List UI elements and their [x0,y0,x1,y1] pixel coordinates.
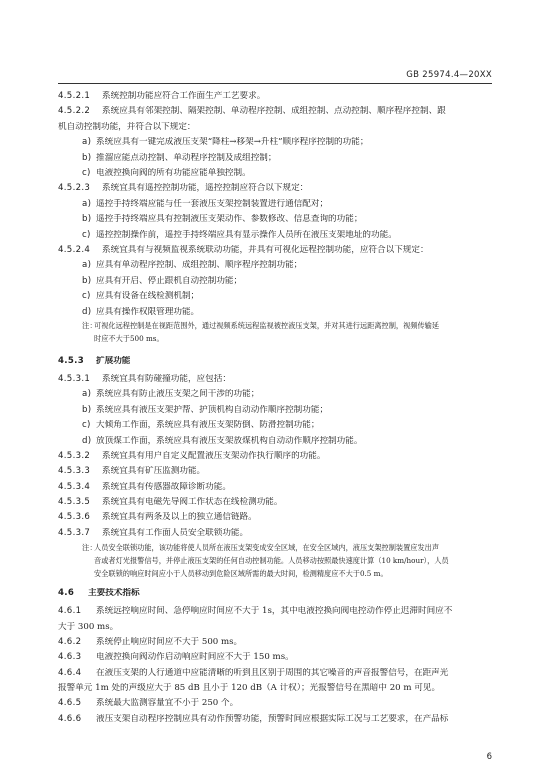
clause-number: 4.5.3.7 [58,528,91,538]
clause-text: 系统宜具有传感器故障诊断功能。 [102,482,231,492]
clause-text: 应具有单动程序控制、成组控制、顺序程序控制功能； [96,260,303,270]
clause-number: 4.6.3 [58,652,82,662]
clause-text: 放顶煤工作面，系统应具有液压支架放煤机构自动动作顺序控制功能。 [96,436,363,446]
clause-text: 液压支架自动程序控制应具有动作预警功能，预警时间应根据实际工况与工艺要求，在产品标 [96,714,449,724]
text-line [82,168,498,179]
clause-number: b) [82,276,92,286]
clause-number: 4.5.2.4 [58,245,91,255]
clause-text: 系统宜具有遥控控制功能，遥控控制应符合以下规定： [102,183,309,193]
clause-text: 电液控换向阀动作启动响应时间应不大于 150 ms。 [96,652,294,662]
clause-number: 4.5.3.4 [58,482,91,492]
clause-text: 系统应具有防止液压支架之间干涉的功能； [96,389,260,399]
text-line [82,214,498,225]
standard-number: GB 25974.4—20XX [406,70,492,80]
clause-number: 4.5.2.1 [58,91,91,101]
clause-number: 4.5.3.1 [58,374,91,384]
clause-number: b) [82,405,92,415]
clause-number: 4.6.6 [58,714,82,724]
page-number: 6 [486,752,492,762]
clause-text: 系统宜具有电磁先导阀工作状态在线检测功能。 [102,497,283,507]
text-line [58,106,498,117]
text-line [58,668,498,679]
clause-text: 可视化远程控制是在视距范围外，通过视频系统远程监视被控液压支架，并对其进行远距离控制，视频传输延 [94,321,440,330]
clause-text: 大于 300 ms。 [58,622,119,632]
clause-number: b) [82,153,92,163]
clause-text: 电液控换向阀的所有功能应能单独控制。 [96,168,251,178]
text-line [82,291,498,302]
clause-text: 大倾角工作面，系统应具有液压支架防倒、防滑控制功能； [96,420,320,430]
clause-text: 系统宜具有用户自定义配置液压支架动作执行顺序的功能。 [102,451,326,461]
clause-number: 4.5.2.2 [58,106,91,116]
text-line [58,466,498,477]
clause-number: 4.6.5 [58,698,82,708]
clause-number: 4.5.3.3 [58,466,91,476]
clause-text: 系统应具有一键完成液压支架“降柱→移架→升柱”顺序程序控制的功能； [96,137,369,147]
clause-text: 机自动控制功能，并符合以下规定： [58,122,196,132]
text-line [58,588,498,599]
clause-number: a) [82,137,92,147]
text-line [82,389,498,400]
clause-number: c) [82,168,91,178]
clause-text: 时应不大于500 ms。 [94,334,164,343]
text-line [58,606,498,617]
clause-text: 系统远控响应时间、急停响应时间应不大于 1s，其中电液控换向阀电控动作停止迟滞时间应不 [96,606,453,616]
text-line [58,183,498,194]
text-line [58,122,498,133]
text-line [58,451,498,462]
text-line [94,334,498,344]
clause-text: 系统宜具有防碰撞功能，应包括： [102,374,231,384]
clause-number: d) [82,307,92,317]
clause-text: 系统宜具有矿压监测功能。 [102,466,206,476]
text-line [58,637,498,648]
text-line [58,714,498,725]
clause-number: 4.6 [58,588,75,598]
clause-number: d) [82,436,92,446]
text-line [58,356,498,367]
text-line [58,698,498,709]
clause-text: 安全联锁的响应时间应小于人员移动到危险区域所需的最大时间，检测精度应不大于0.5 m。 [94,569,388,578]
clause-number: a) [82,199,92,209]
clause-text: 遥控控制操作前，遥控手持终端应具有显示操作人员所在液压支架地址的功能。 [96,230,397,240]
clause-text: 扩展功能 [96,356,131,366]
text-line [58,528,498,539]
clause-number: b) [82,214,92,224]
text-line [58,622,498,633]
clause-number: 注： [82,543,97,552]
clause-text: 系统应具有液压支架护帮、护顶机构自动动作顺序控制功能； [96,405,329,415]
clause-text: 系统宜具有与视频监视系统联动功能，并具有可视化远程控制功能，应符合以下规定： [102,245,429,255]
text-line [94,556,498,566]
text-line [82,199,498,210]
text-line [82,405,498,416]
header-rule [58,83,492,84]
clause-text: 人员安全联锁功能，该功能将使人员所在液压支架变成安全区域，在安全区域内，液压支架控制装置应发出声 [94,543,440,552]
clause-number: 4.6.1 [58,606,82,616]
clause-text: 推溜应能点动控制、单动程序控制及成组控制； [96,153,277,163]
text-line [82,307,498,318]
clause-text: 报警单元 1m 处的声级应大于 85 dB 且小于 120 dB（A 计权）；光报警信号在黑暗中 20 m 可见。 [58,683,441,693]
clause-number: 4.5.3 [58,356,84,366]
clause-number: c) [82,420,91,430]
text-line [58,652,498,663]
clause-text: 在液压支架的人行通道中应能清晰的听到且区别于周围的其它噪音的声音报警信号，在距声光 [96,668,449,678]
clause-number: 4.5.3.5 [58,497,91,507]
text-line [82,153,498,164]
text-line [58,482,498,493]
clause-text: 应具有开启、停止跟机自动控制功能； [96,276,243,286]
text-line [82,137,498,148]
clause-text: 音或者灯光报警信号，并停止液压支架的任何自动控制功能。人员移动按照最快速度计算（10 km/hour），人员 [94,556,449,565]
text-line [58,512,498,523]
clause-text: 系统宜具有两条及以上的独立通信链路。 [102,512,257,522]
clause-text: 主要技术指标 [88,588,140,598]
text-line [58,91,498,102]
text-line [82,276,498,287]
clause-number: 4.5.2.3 [58,183,91,193]
clause-text: 应具有操作权限管理功能。 [96,307,200,317]
clause-number: 4.5.3.2 [58,451,91,461]
text-line [58,497,498,508]
clause-text: 应具有设备在线检测机制； [96,291,200,301]
clause-number: c) [82,230,91,240]
text-line [58,374,498,385]
clause-number: 4.6.2 [58,637,82,647]
clause-number: a) [82,260,92,270]
text-line [58,245,498,256]
clause-number: 4.6.4 [58,668,82,678]
text-line [82,230,498,241]
clause-text: 遥控手持终端应具有控制液压支架动作、参数修改、信息查询的功能； [96,214,363,224]
clause-text: 系统最大监测容量宜不小于 250 个。 [96,698,239,708]
clause-number: a) [82,389,92,399]
clause-number: 注： [82,321,97,330]
text-line [58,683,498,694]
text-line [82,543,498,553]
text-line [82,436,498,447]
text-line [82,420,498,431]
clause-text: 系统宜具有工作面人员安全联锁功能。 [102,528,249,538]
clause-number: c) [82,291,91,301]
clause-number: 4.5.3.6 [58,512,91,522]
clause-text: 系统停止响应时间应不大于 500 ms。 [96,637,243,647]
clause-text: 系统应具有邻架控制、隔架控制、单动程序控制、成组控制、点动控制、顺序程序控制、跟 [102,106,446,116]
clause-text: 遥控手持终端应能与任一套液压支架控制装置进行通信配对； [96,199,329,209]
clause-text: 系统控制功能应符合工作面生产工艺要求。 [102,91,266,101]
text-line [94,569,498,579]
text-line [82,321,498,331]
text-line [82,260,498,271]
